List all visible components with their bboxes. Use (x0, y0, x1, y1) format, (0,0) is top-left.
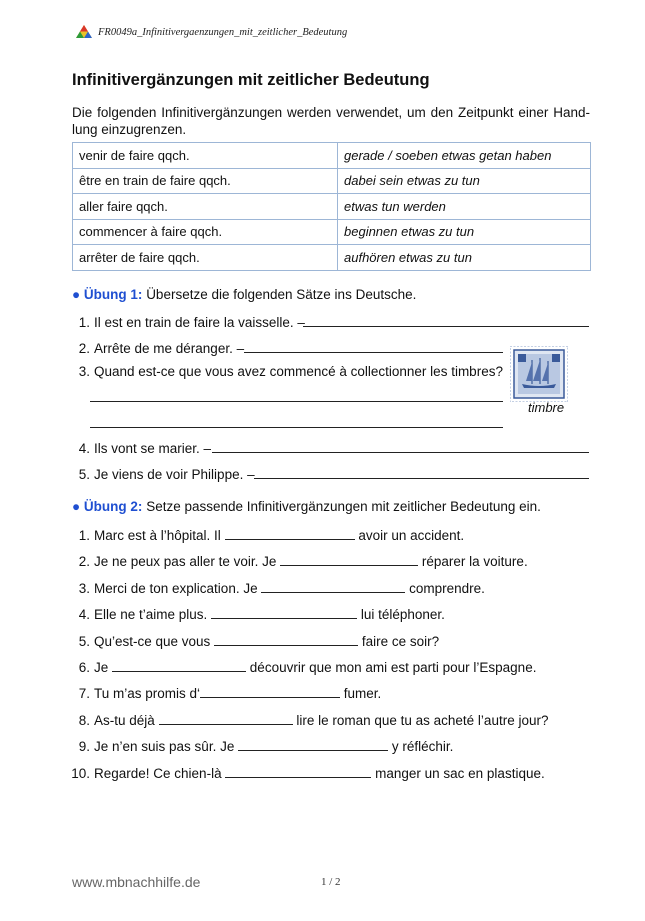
german-cell: dabei sein etwas zu tun (338, 168, 591, 194)
exercise-2-item (72, 738, 453, 754)
table-row (73, 168, 591, 194)
item-text-after: y réfléchir. (391, 739, 454, 754)
french-cell: commencer à faire qqch. (73, 219, 338, 245)
item-number: 1. (78, 315, 90, 330)
item-number: 4. (78, 607, 90, 622)
item-text-after: lire le roman que tu as acheté l’autre jour? (296, 713, 549, 728)
item-number: 10. (71, 766, 90, 781)
item-number: 8. (78, 713, 90, 728)
page-title: Infinitivergänzungen mit zeitlicher Bedeutung (72, 71, 430, 89)
exercise-2-instruction: Setze passende Infinitivergänzungen mit zeitlicher Bedeutung ein. (146, 499, 541, 514)
item-number: 5. (78, 467, 90, 482)
item-text: Arrête de me déranger. – (94, 341, 245, 356)
item-number: 2. (78, 554, 90, 569)
exercise-2-item (72, 712, 548, 728)
answer-line[interactable] (212, 452, 589, 453)
exercise-2-item (72, 685, 381, 701)
item-text-after: manger un sac en plastique. (375, 766, 545, 781)
exercise-2-item (72, 659, 536, 675)
french-cell: être en train de faire qqch. (73, 168, 338, 194)
blank-field[interactable] (159, 712, 293, 725)
exercise-1-item (72, 364, 503, 379)
exercise-1-item (72, 441, 211, 456)
answer-line[interactable] (90, 427, 503, 428)
file-header: FR0049a_Infinitivergaenzungen_mit_zeitlicher_Bedeutung (98, 27, 348, 38)
german-cell: etwas tun werden (338, 194, 591, 220)
german-cell: beginnen etwas zu tun (338, 219, 591, 245)
footer-url: www.mbnachhilfe.de (72, 874, 201, 890)
item-text-after: comprendre. (409, 581, 485, 596)
intro-text: Die folgenden Infinitivergänzungen werden verwendet, um den Zeitpunkt einer Hand-lung einzugrenzen. (72, 105, 590, 137)
answer-line[interactable] (254, 478, 589, 479)
item-text-before: Je (94, 660, 109, 675)
item-text-after: réparer la voiture. (421, 554, 528, 569)
table-row (73, 194, 591, 220)
item-number: 6. (78, 660, 90, 675)
item-text-before: Elle ne t’aime plus. (94, 607, 208, 622)
french-cell: venir de faire qqch. (73, 143, 338, 169)
bullet-icon: ● (72, 499, 81, 514)
item-number: 3. (78, 364, 90, 379)
exercise-2-item (72, 633, 439, 649)
item-text-after: avoir un accident. (358, 528, 465, 543)
item-text-before: Je n’en suis pas sûr. Je (94, 739, 235, 754)
postage-stamp-image (510, 346, 568, 402)
exercise-2-item (72, 606, 445, 622)
item-number: 4. (78, 441, 90, 456)
exercise-1-item (72, 315, 305, 330)
table-row (73, 219, 591, 245)
item-text-before: Qu’est-ce que vous (94, 634, 211, 649)
blank-field[interactable] (200, 685, 340, 698)
german-cell: gerade / soeben etwas getan haben (338, 143, 591, 169)
blank-field[interactable] (214, 633, 358, 646)
exercise-2-heading (72, 499, 541, 514)
exercise-1-item (72, 467, 255, 482)
table-row (73, 143, 591, 169)
exercise-1-label: Übung 1: (83, 287, 143, 302)
exercise-2-item (72, 527, 464, 543)
item-text: Quand est-ce que vous avez commencé à collectionner les timbres? (94, 364, 503, 379)
item-number: 2. (78, 341, 90, 356)
item-text-after: fumer. (343, 686, 382, 701)
item-text-before: Merci de ton explication. Je (94, 581, 258, 596)
item-number: 1. (78, 528, 90, 543)
vocab-table (72, 142, 591, 271)
item-text-after: faire ce soir? (361, 634, 440, 649)
exercise-1-heading (72, 287, 416, 302)
blank-field[interactable] (211, 606, 357, 619)
item-number: 3. (78, 581, 90, 596)
item-text: Ils vont se marier. – (94, 441, 212, 456)
exercise-2-item (66, 765, 545, 781)
pyramid-logo-icon (76, 25, 92, 38)
answer-line[interactable] (244, 352, 503, 353)
blank-field[interactable] (225, 527, 355, 540)
page-number: 1 / 2 (321, 876, 341, 888)
blank-field[interactable] (112, 659, 246, 672)
exercise-2-item (72, 553, 528, 569)
exercise-1-instruction: Übersetze die folgenden Sätze ins Deutsche. (146, 287, 417, 302)
blank-field[interactable] (225, 765, 371, 778)
exercise-1-item (72, 341, 244, 356)
exercise-2-item (72, 580, 485, 596)
item-number: 9. (78, 739, 90, 754)
item-number: 5. (78, 634, 90, 649)
blank-field[interactable] (238, 738, 388, 751)
stamp-caption: timbre (528, 400, 565, 415)
bullet-icon: ● (72, 287, 81, 302)
german-cell: aufhören etwas zu tun (338, 245, 591, 271)
item-text-before: Regarde! Ce chien-là (94, 766, 222, 781)
exercise-2-label: Übung 2: (83, 499, 143, 514)
item-number: 7. (78, 686, 90, 701)
item-text-after: découvrir que mon ami est parti pour l’Espagne. (249, 660, 537, 675)
item-text-before: Tu m’as promis d‘ (94, 686, 201, 701)
answer-line[interactable] (90, 401, 503, 402)
answer-line[interactable] (303, 326, 589, 327)
item-text: Je viens de voir Philippe. – (94, 467, 255, 482)
table-row (73, 245, 591, 271)
item-text-before: Marc est à l’hôpital. Il (94, 528, 221, 543)
blank-field[interactable] (261, 580, 405, 593)
blank-field[interactable] (280, 553, 418, 566)
item-text-before: As-tu déjà (94, 713, 155, 728)
french-cell: arrêter de faire qqch. (73, 245, 338, 271)
french-cell: aller faire qqch. (73, 194, 338, 220)
item-text-before: Je ne peux pas aller te voir. Je (94, 554, 277, 569)
item-text-after: lui téléphoner. (360, 607, 445, 622)
item-text: Il est en train de faire la vaisselle. – (94, 315, 305, 330)
